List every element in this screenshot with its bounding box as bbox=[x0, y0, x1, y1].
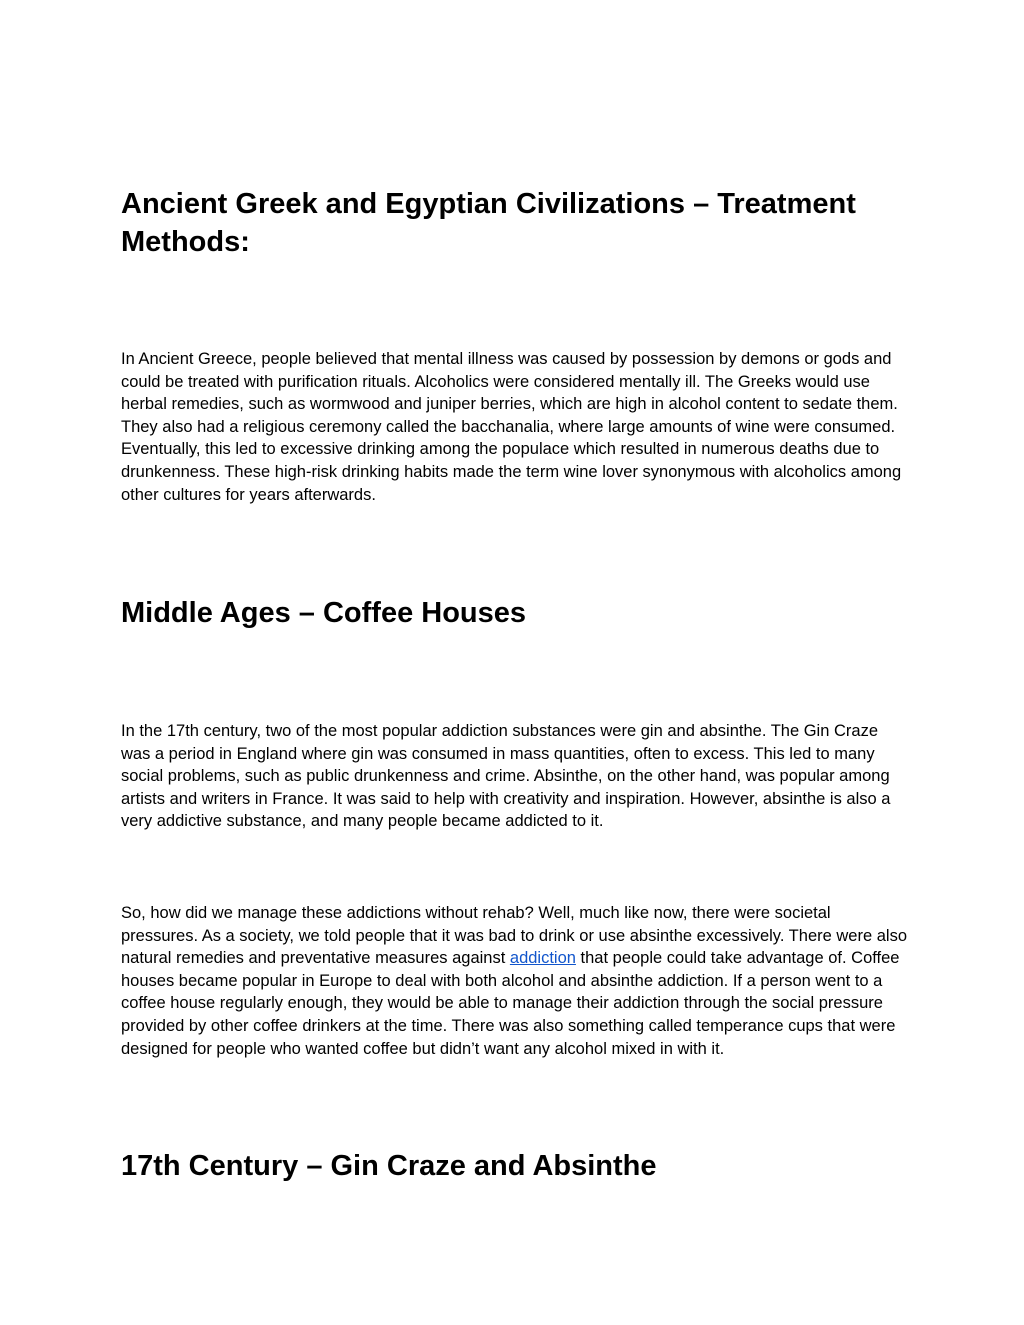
paragraph-gin-and-absinthe: In the 17th century, two of the most popular addiction substances were gin and absinthe. The Gin Craze was a period in England where gin was consumed in mass quantities, often to excess. This led to many social problems, such as public drunkenness and crime. Absinthe, on the other hand, was popular among artists and writers in France. It was said to help with creativity and inspiration. However, absinthe is also a very addictive substance, and many people became addicted to it. bbox=[121, 722, 891, 831]
section-heading-ancient-civilizations: Ancient Greek and Egyptian Civilizations – Treatment Methods: bbox=[121, 188, 856, 258]
section-heading-17th-century: 17th Century – Gin Craze and Absinthe bbox=[121, 1150, 657, 1182]
paragraph-managing-addictions bbox=[121, 902, 911, 1060]
paragraph-text-before-link: So, how did we manage these addictions without rehab? Well, much like now, there were societal pressures. As a society, we told people that it was bad to drink or use absinthe excessively. There were also natural remedies and preventative measures against bbox=[121, 904, 907, 968]
paragraph-text-after-link: that people could take advantage of. Coffee houses became popular in Europe to deal with both alcohol and absinthe addiction. If a person went to a coffee house regularly enough, they would be able to manage their addiction through the social pressure provided by other coffee drinkers at the time. There was also something called temperance cups that were designed for people who wanted coffee but didn’t want any alcohol mixed in with it. bbox=[121, 949, 900, 1058]
paragraph-ancient-greece: In Ancient Greece, people believed that mental illness was caused by possession by demons or gods and could be treated with purification rituals. Alcoholics were considered mentally ill. The Greeks would use herbal remedies, such as wormwood and juniper berries, which are high in alcohol content to sedate them. They also had a religious ceremony called the bacchanalia, where large amounts of wine were consumed. Eventually, this led to excessive drinking among the populace which resulted in numerous deaths due to drunkenness. These high-risk drinking habits made the term wine lover synonymous with alcoholics among other cultures for years afterwards. bbox=[121, 350, 902, 504]
section-heading-middle-ages: Middle Ages – Coffee Houses bbox=[121, 597, 527, 629]
addiction-link[interactable]: addiction bbox=[509, 949, 576, 968]
